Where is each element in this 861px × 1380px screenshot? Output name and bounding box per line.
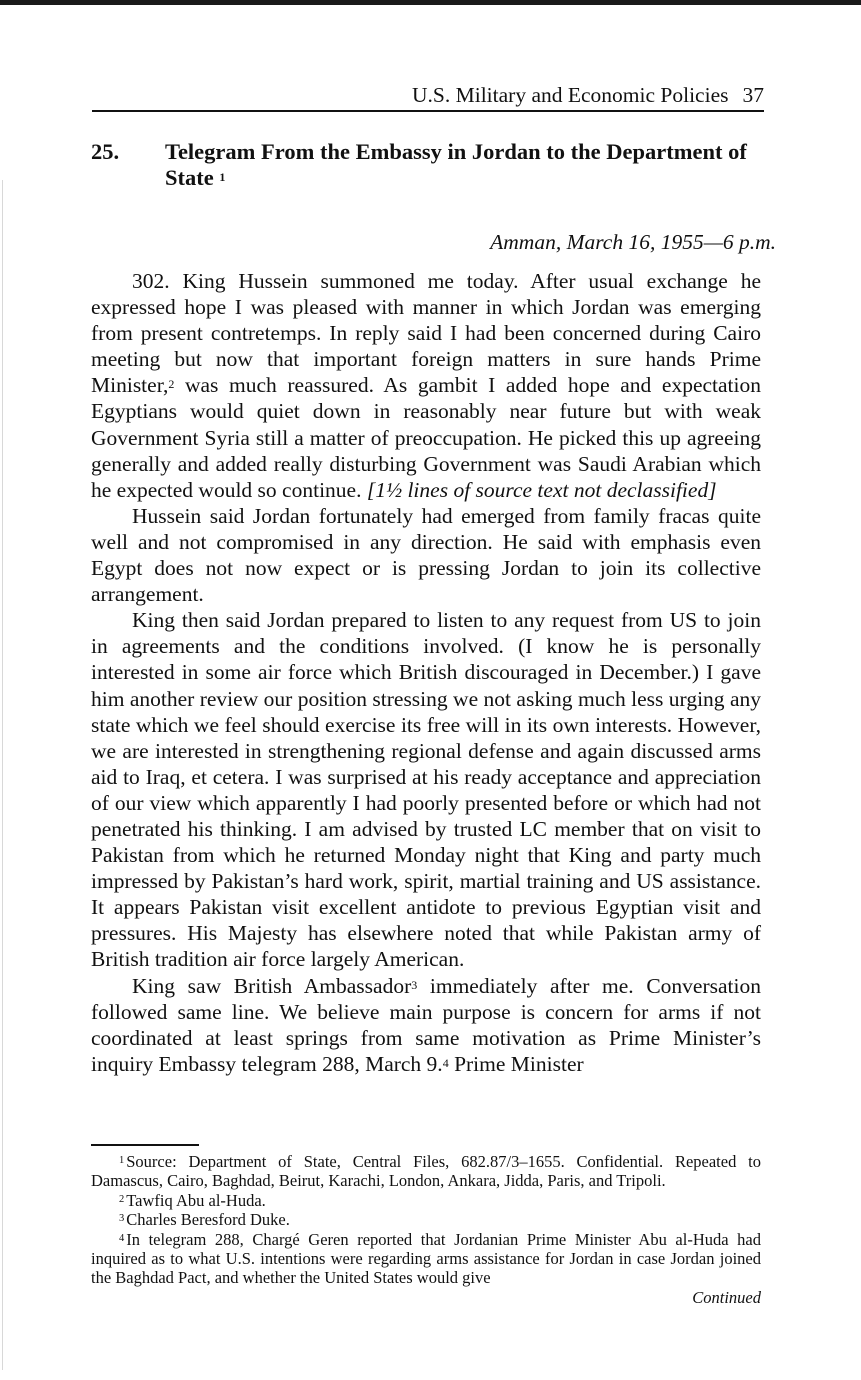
- paragraph-2: Hussein said Jordan fortunately had emerged from family fracas quite well and not compromised in any direction. He said with emphasis even Egypt does not now expect or is pressing Jordan to join its collective arrangement.: [91, 503, 761, 607]
- paragraph-1: 302. King Hussein summoned me today. After usual exchange he expressed hope I was pleased with manner in which Jordan was emerging from present contretemps. In reply said I had been concerned during Cairo meeting but now that important foreign matters in sure hands Prime Minister,$^2$ was much reassured. As gambit I added hope and expectation Egyptians would quiet down in reasonably near future but with weak Government Syria still a matter of preoccupation. He picked this up agreeing generally and added really disturbing Government was Saudi Arabian which he expected would so continue. [1½ lines of source text not declassified]: [91, 269, 761, 502]
- paragraph-4: King saw British Ambassador$^3$ immediately after me. Conversation followed same line. We believe main purpose is concern for arms if not coordinated at least springs from same motivation as Prime Minister’s inquiry Embassy telegram 288, March 9.$^4$ Prime Minister: [91, 973, 761, 1076]
- footnote-2: $^2$ Tawfiq Abu al-Huda.: [119, 1190, 266, 1210]
- footnote-4: $^4$ In telegram 288, Chargé Geren reported that Jordanian Prime Minister Abu al-Huda had inquired as to what U.S. intentions were regarding arms assistance for Jordan in case Jordan joined the Baghdad Pact, and whether the United States would give: [91, 1229, 761, 1288]
- footnote-ref-4: 4: [442, 1055, 449, 1070]
- omission-note: [1½ lines of source text not declassified]: [366, 477, 717, 502]
- scan-left-edge: [2, 180, 3, 1370]
- footnote-ref-1: 1: [219, 170, 226, 184]
- dateline: Amman, March 16, 1955—6 p.m.: [490, 230, 776, 254]
- footnote-3: $^3$ Charles Beresford Duke.: [119, 1210, 290, 1230]
- document-number: 25.: [91, 139, 120, 164]
- page-number: 37: [742, 83, 764, 107]
- footnote-ref-3: 3: [411, 977, 418, 992]
- paragraph-3: King then said Jordan prepared to listen to any request from US to join in agreements and the conditions involved. (I know he is personally interested in some air force which British discouraged in December.) I gave him another review our position stressing we not asking much less urging any state which we feel should exercise its free will in its own interests. However, we are interested in strengthening regional defense and again discussed arms aid to Iraq, et cetera. I was surprised at his ready acceptance and appreciation of our view which apparently I had poorly presented before or which had not penetrated his thinking. I am advised by trusted LC member that on visit to Pakistan from which he returned Monday night that King and party much impressed by Pakistan’s hard work, spirit, martial training and US assistance. It appears Pakistan visit excellent antidote to previous Egyptian visit and pressures. His Majesty has elsewhere noted that while Pakistan army of British tradition air force largely American.: [91, 608, 761, 972]
- running-title: U.S. Military and Economic Policies: [412, 83, 729, 107]
- scan-top-border: [0, 0, 861, 5]
- document-title-text: Telegram From the Embassy in Jordan to the Department of State: [165, 139, 747, 190]
- telegram-body: [91, 268, 761, 1077]
- running-header-text: [412, 83, 764, 108]
- continued-label: Continued: [692, 1287, 761, 1307]
- footnote-ref-2: 2: [168, 377, 175, 392]
- document-title: [165, 139, 765, 191]
- footnote-1: $^1$ Source: Department of State, Central Files, 682.87/3–1655. Confidential. Repeated to Damascus, Cairo, Baghdad, Beirut, Karachi, London, Ankara, Jidda, Paris, and Tripoli.: [91, 1152, 761, 1191]
- footnote-divider: [91, 1144, 199, 1146]
- running-header: [92, 82, 764, 112]
- footnotes: [91, 1152, 761, 1307]
